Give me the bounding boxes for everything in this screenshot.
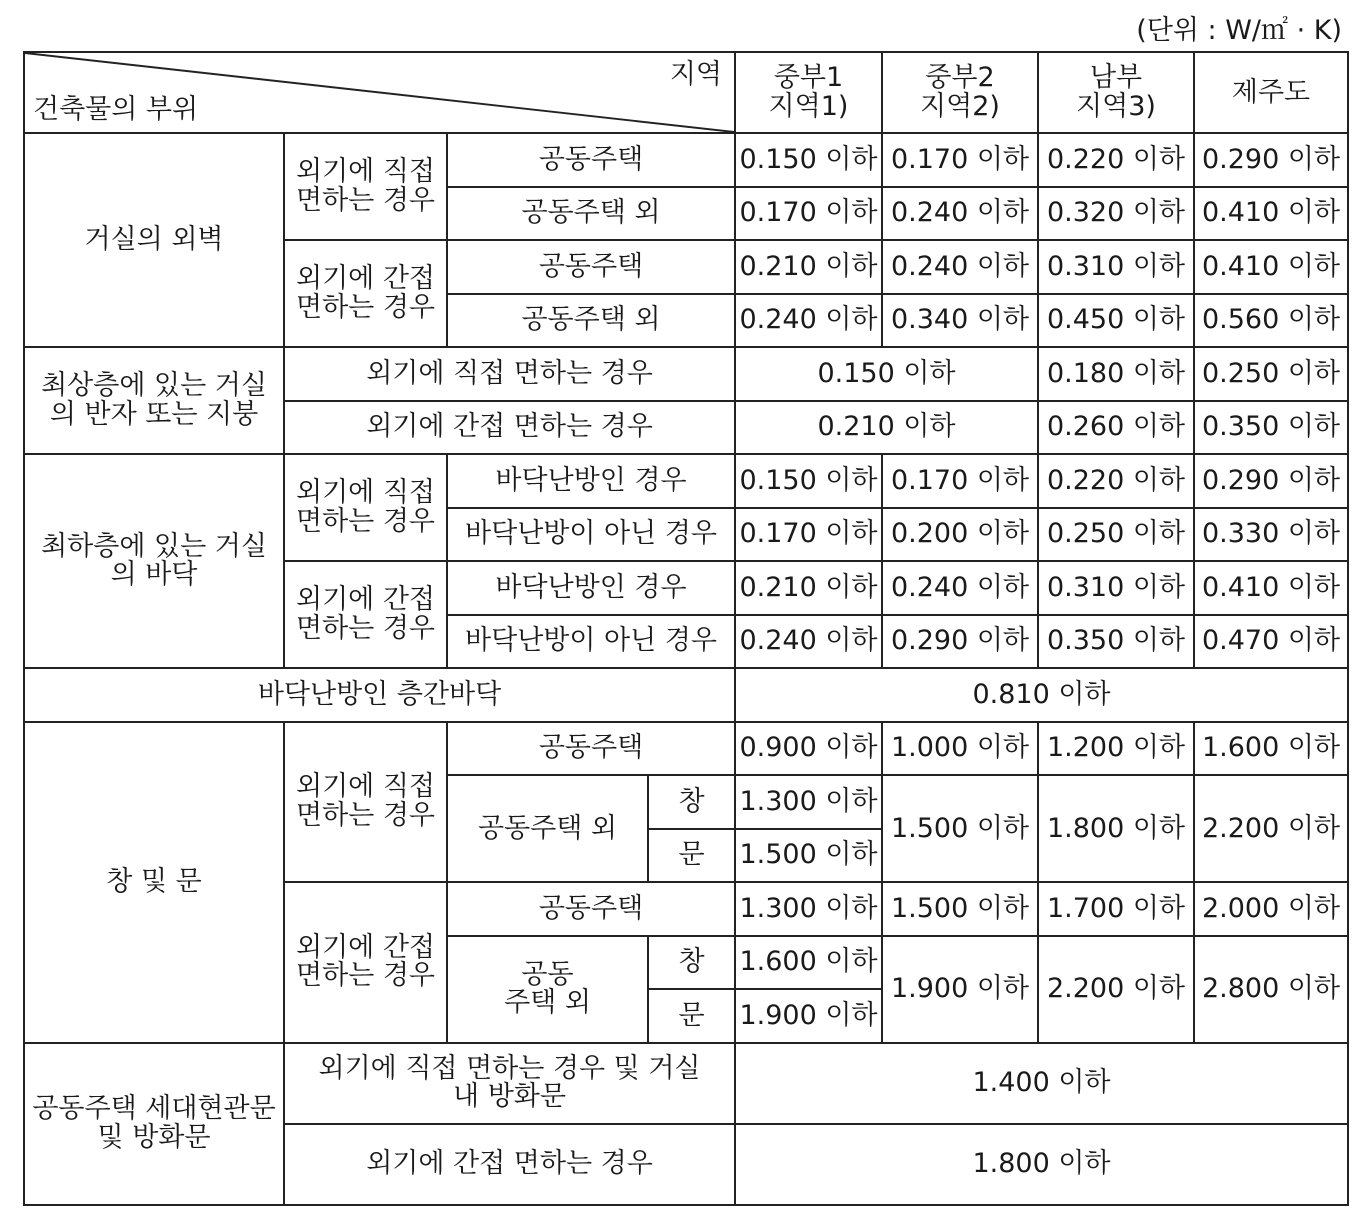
value-cell: 0.150 이하 — [735, 347, 1038, 401]
wall-indirect-label: 외기에 간접 면하는 경우 — [284, 240, 447, 347]
value-cell: 1.800 이하 — [735, 1124, 1348, 1205]
windows-direct-non-apt-label: 공동주택 외 — [447, 775, 648, 882]
windows-direct-label: 외기에 직접 면하는 경우 — [284, 722, 447, 883]
roof-direct-label: 외기에 직접 면하는 경우 — [284, 347, 735, 401]
value-cell: 0.210 이하 — [735, 240, 882, 294]
table-row — [24, 1043, 1348, 1124]
entrance-direct-label: 외기에 직접 면하는 경우 및 거실 내 방화문 — [284, 1043, 735, 1124]
table-row — [24, 454, 1348, 508]
insulation-standard-table — [23, 51, 1349, 1206]
value-cell: 1.200 이하 — [1038, 722, 1194, 776]
value-cell: 1.600 이하 — [735, 936, 882, 990]
value-cell: 0.240 이하 — [882, 561, 1038, 615]
wall-indirect-apt-label: 공동주택 — [447, 240, 735, 294]
door-sub-label: 문 — [648, 829, 735, 883]
roof-label: 최상층에 있는 거실 의 반자 또는 지붕 — [24, 347, 284, 454]
value-cell: 0.220 이하 — [1038, 133, 1194, 187]
windows-indirect-non-apt-label: 공동 주택 외 — [447, 936, 648, 1043]
value-cell: 0.180 이하 — [1038, 347, 1194, 401]
value-cell: 1.900 이하 — [735, 989, 882, 1043]
header-corner-cell — [24, 52, 735, 133]
floor-indirect-label: 외기에 간접 면하는 경우 — [284, 561, 447, 668]
header-row — [24, 52, 1348, 133]
value-cell: 0.330 이하 — [1194, 508, 1348, 562]
interfloor-label: 바닥난방인 층간바닥 — [24, 668, 735, 722]
corner-part-label: 건축물의 부위 — [33, 94, 199, 126]
wall-indirect-non-apt-label: 공동주택 외 — [447, 294, 735, 348]
value-cell: 1.500 이하 — [882, 882, 1038, 936]
roof-indirect-label: 외기에 간접 면하는 경우 — [284, 401, 735, 455]
value-cell: 0.150 이하 — [735, 133, 882, 187]
table-row — [24, 347, 1348, 401]
value-cell: 0.240 이하 — [882, 187, 1038, 241]
value-cell: 0.350 이하 — [1038, 615, 1194, 669]
value-cell: 2.200 이하 — [1194, 775, 1348, 882]
floor-direct-label: 외기에 직접 면하는 경우 — [284, 454, 447, 561]
value-cell: 1.300 이하 — [735, 775, 882, 829]
entrance-label: 공동주택 세대현관문 및 방화문 — [24, 1043, 284, 1205]
entrance-indirect-label: 외기에 간접 면하는 경우 — [284, 1124, 735, 1205]
value-cell: 0.290 이하 — [1194, 454, 1348, 508]
value-cell: 1.800 이하 — [1038, 775, 1194, 882]
value-cell: 1.000 이하 — [882, 722, 1038, 776]
value-cell: 0.210 이하 — [735, 561, 882, 615]
value-cell: 0.220 이하 — [1038, 454, 1194, 508]
value-cell: 0.320 이하 — [1038, 187, 1194, 241]
table-row — [24, 668, 1348, 722]
value-cell: 0.290 이하 — [1194, 133, 1348, 187]
corner-region-label: 지역 — [669, 59, 722, 90]
value-cell: 2.200 이하 — [1038, 936, 1194, 1043]
region-header-3: 남부 지역3) — [1038, 52, 1194, 133]
value-cell: 0.170 이하 — [735, 508, 882, 562]
value-cell: 0.450 이하 — [1038, 294, 1194, 348]
value-cell: 0.290 이하 — [882, 615, 1038, 669]
value-cell: 0.170 이하 — [735, 187, 882, 241]
windows-direct-apt-label: 공동주택 — [447, 722, 735, 776]
floor-not-heated-label: 바닥난방이 아닌 경우 — [447, 615, 735, 669]
floor-heated-label: 바닥난방인 경우 — [447, 561, 735, 615]
value-cell: 0.200 이하 — [882, 508, 1038, 562]
value-cell: 0.240 이하 — [735, 615, 882, 669]
floor-not-heated-label: 바닥난방이 아닌 경우 — [447, 508, 735, 562]
value-cell: 0.170 이하 — [882, 133, 1038, 187]
value-cell: 0.410 이하 — [1194, 187, 1348, 241]
value-cell: 2.800 이하 — [1194, 936, 1348, 1043]
region-header-1: 중부1 지역1) — [735, 52, 882, 133]
value-cell: 0.560 이하 — [1194, 294, 1348, 348]
value-cell: 1.900 이하 — [882, 936, 1038, 1043]
unit-note: (단위 : W/㎡ · K) — [1136, 15, 1342, 46]
wall-direct-label: 외기에 직접 면하는 경우 — [284, 133, 447, 240]
value-cell: 0.340 이하 — [882, 294, 1038, 348]
region-header-2: 중부2 지역2) — [882, 52, 1038, 133]
value-cell: 0.410 이하 — [1194, 240, 1348, 294]
wall-label: 거실의 외벽 — [24, 133, 284, 347]
value-cell: 1.300 이하 — [735, 882, 882, 936]
windows-label: 창 및 문 — [24, 722, 284, 1043]
region-header-4: 제주도 — [1194, 52, 1348, 133]
table-row — [24, 133, 1348, 187]
value-cell: 0.470 이하 — [1194, 615, 1348, 669]
windows-indirect-label: 외기에 간접 면하는 경우 — [284, 882, 447, 1043]
windows-indirect-apt-label: 공동주택 — [447, 882, 735, 936]
value-cell: 0.310 이하 — [1038, 240, 1194, 294]
table-row — [24, 722, 1348, 776]
window-sub-label: 창 — [648, 775, 735, 829]
value-cell: 1.500 이하 — [735, 829, 882, 883]
value-cell: 0.810 이하 — [735, 668, 1348, 722]
value-cell: 0.260 이하 — [1038, 401, 1194, 455]
value-cell: 2.000 이하 — [1194, 882, 1348, 936]
wall-direct-apt-label: 공동주택 — [447, 133, 735, 187]
value-cell: 0.240 이하 — [735, 294, 882, 348]
value-cell: 0.900 이하 — [735, 722, 882, 776]
value-cell: 1.600 이하 — [1194, 722, 1348, 776]
value-cell: 1.400 이하 — [735, 1043, 1348, 1124]
value-cell: 1.500 이하 — [882, 775, 1038, 882]
value-cell: 1.700 이하 — [1038, 882, 1194, 936]
value-cell: 0.410 이하 — [1194, 561, 1348, 615]
value-cell: 0.170 이하 — [882, 454, 1038, 508]
value-cell: 0.250 이하 — [1194, 347, 1348, 401]
value-cell: 0.210 이하 — [735, 401, 1038, 455]
door-sub-label: 문 — [648, 989, 735, 1043]
value-cell: 0.250 이하 — [1038, 508, 1194, 562]
wall-direct-non-apt-label: 공동주택 외 — [447, 187, 735, 241]
value-cell: 0.350 이하 — [1194, 401, 1348, 455]
value-cell: 0.310 이하 — [1038, 561, 1194, 615]
floor-heated-label: 바닥난방인 경우 — [447, 454, 735, 508]
value-cell: 0.240 이하 — [882, 240, 1038, 294]
value-cell: 0.150 이하 — [735, 454, 882, 508]
window-sub-label: 창 — [648, 936, 735, 990]
floor-label: 최하층에 있는 거실 의 바닥 — [24, 454, 284, 668]
